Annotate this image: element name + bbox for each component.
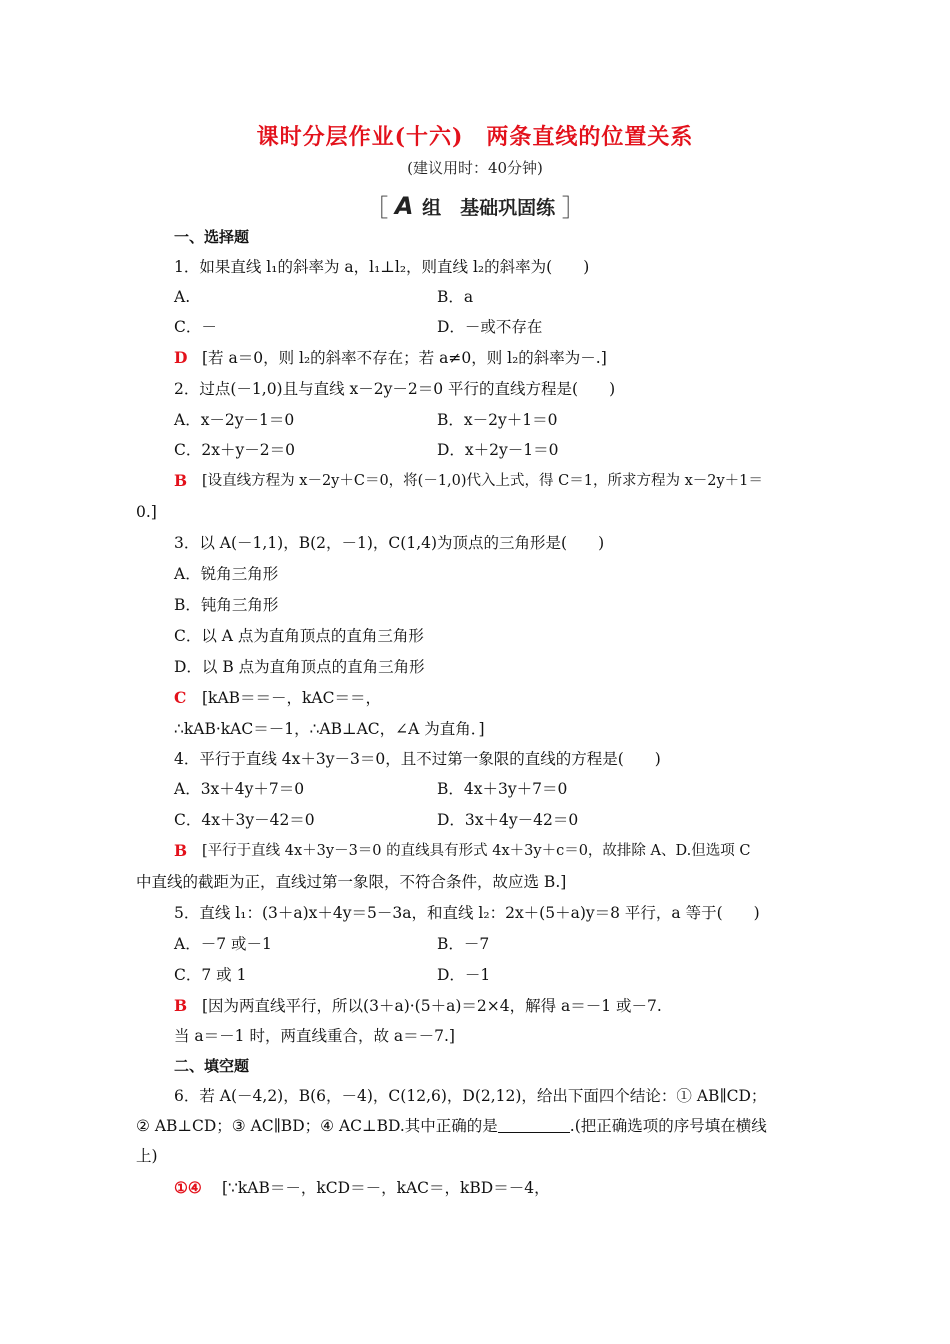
answer-1-text: [若 a＝0，则 l₂的斜率不存在；若 a≠0，则 l₂的斜率为－.] xyxy=(202,349,607,367)
option-4c: C．4x＋3y－42＝0 xyxy=(174,811,315,829)
group-bracket-right: ］ xyxy=(561,194,586,222)
option-5a: A．－7 或－1 xyxy=(174,935,272,953)
answer-2-text: [设直线方程为 x－2y＋C＝0，将(－1,0)代入上式，得 C＝1，所求方程为 x－2y＋1＝ xyxy=(202,473,763,489)
question-6-instruction: .(把正确选项的序号填在横线 xyxy=(569,1117,767,1135)
option-1d: D．－或不存在 xyxy=(437,318,543,336)
question-2: 2．过点(－1,0)且与直线 x－2y－2＝0 平行的直线方程是( ) xyxy=(174,380,616,398)
option-2d: D．x＋2y－1＝0 xyxy=(437,441,559,459)
option-3c: C．以 A 点为直角顶点的直角三角形 xyxy=(174,627,424,645)
group-letter: A xyxy=(394,192,414,220)
question-6: 6．若 A(－4,2)，B(6，－4)，C(12,6)，D(2,12)，给出下面四个结论：① AB∥CD； xyxy=(174,1087,767,1105)
answer-4-text-cont: 中直线的截距为正，直线过第一象限，不符合条件，故应选 B.] xyxy=(136,873,567,891)
question-4: 4．平行于直线 4x＋3y－3＝0，且不过第一象限的直线的方程是( ) xyxy=(174,750,661,768)
group-bracket-left: ［ xyxy=(364,194,389,222)
answer-1-key: D xyxy=(174,348,188,367)
group-heading xyxy=(0,188,950,223)
answer-6-key: ①④ xyxy=(174,1178,202,1197)
page-subtitle: (建议用时：40分钟) xyxy=(407,159,543,177)
option-4d: D．3x＋4y－42＝0 xyxy=(437,811,579,829)
section-heading: 一、选择题 xyxy=(174,228,250,246)
option-1a: A. xyxy=(174,288,191,306)
answer-blank xyxy=(498,1117,570,1133)
option-2c: C．2x＋y－2＝0 xyxy=(174,441,295,459)
question-1: 1．如果直线 l₁的斜率为 a，l₁⊥l₂，则直线 l₂的斜率为( ) xyxy=(174,258,590,276)
answer-5-text: [因为两直线平行，所以(3＋a)·(5＋a)＝2×4，解得 a＝－1 或－7. xyxy=(202,997,662,1015)
option-1c: C．－ xyxy=(174,318,217,336)
option-5b: B．－7 xyxy=(437,935,490,953)
answer-4-key: B xyxy=(174,841,188,860)
answer-3-key: C xyxy=(174,688,187,707)
option-3a: A．锐角三角形 xyxy=(174,565,279,583)
option-5d: D．－1 xyxy=(437,966,491,984)
answer-4-text: [平行于直线 4x＋3y－3＝0 的直线具有形式 4x＋3y＋c＝0，故排除 A、D.但选项 C xyxy=(202,843,751,859)
question-6-stem: ② AB⊥CD；③ AC∥BD；④ AC⊥BD.其中正确的是 xyxy=(136,1117,498,1135)
section-heading-2: 二、填空题 xyxy=(174,1057,250,1075)
answer-3-text: [kAB＝＝－，kAC＝＝， xyxy=(202,689,381,707)
question-3: 3．以 A(－1,1)，B(2，－1)，C(1,4)为顶点的三角形是( ) xyxy=(174,534,605,552)
answer-3-text-cont: ∴kAB·kAC＝－1，∴AB⊥AC，∠A 为直角．] xyxy=(174,720,485,738)
answer-2-text-cont: 0.] xyxy=(136,503,157,521)
option-4a: A．3x＋4y＋7＝0 xyxy=(174,780,305,798)
page-title: 课时分层作业(十六) 两条直线的位置关系 xyxy=(256,124,694,150)
answer-5-key: B xyxy=(174,996,188,1015)
option-3d: D．以 B 点为直角顶点的直角三角形 xyxy=(174,658,425,676)
option-5c: C．7 或 1 xyxy=(174,966,247,984)
option-4b: B．4x＋3y＋7＝0 xyxy=(437,780,568,798)
answer-6-text: [∵kAB＝－，kCD＝－，kAC＝，kBD＝－4， xyxy=(222,1179,550,1197)
question-5: 5．直线 l₁：(3＋a)x＋4y＝5－3a，和直线 l₂：2x＋(5＋a)y＝8 平行，a 等于( ) xyxy=(174,904,760,922)
group-text: 组 基础巩固练 xyxy=(422,197,556,219)
question-6-line3: 上) xyxy=(136,1147,158,1165)
question-6-line2 xyxy=(136,1116,767,1136)
option-1b: B．a xyxy=(437,288,474,306)
answer-2-key: B xyxy=(174,471,188,490)
option-2a: A．x－2y－1＝0 xyxy=(174,411,295,429)
option-2b: B．x－2y＋1＝0 xyxy=(437,411,558,429)
answer-5-text-cont: 当 a＝－1 时，两直线重合，故 a＝－7.] xyxy=(174,1027,455,1045)
option-3b: B．钝角三角形 xyxy=(174,596,279,614)
